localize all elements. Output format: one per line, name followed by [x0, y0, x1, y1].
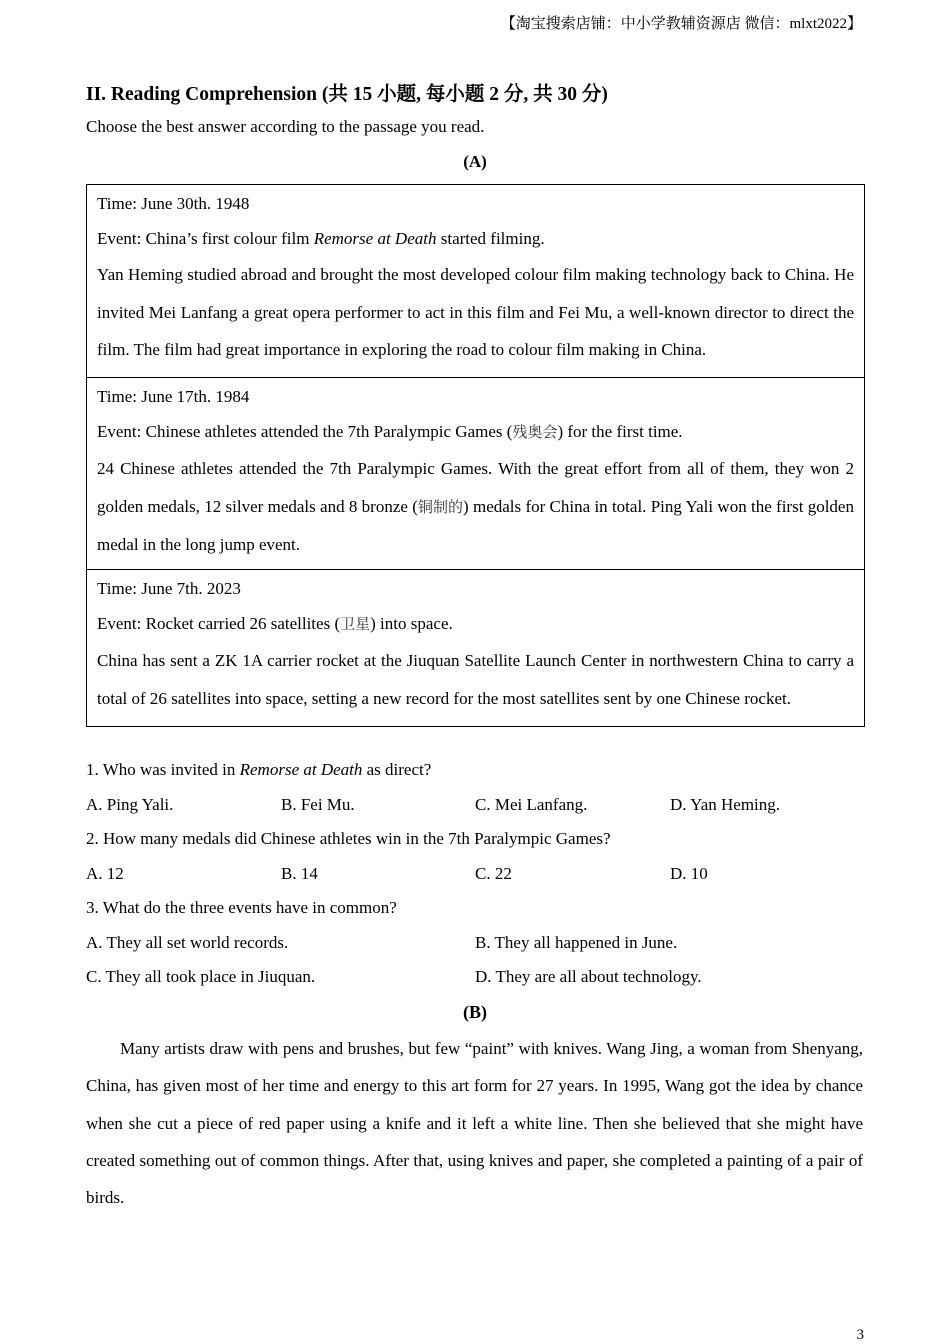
q3-option-c[interactable]: C. They all took place in Jiuquan. [86, 967, 316, 986]
event-cell-1948 [87, 186, 864, 377]
question-2: 2. How many medals did Chinese athletes win in the 7th Paralympic Games? [86, 829, 611, 848]
cjk-gloss: 卫星 [340, 615, 371, 633]
event-title: Event: Chinese athletes attended the 7th Paralympic Games (残奥会) for the first time. [97, 422, 683, 441]
q1-option-c[interactable]: C. Mei Lanfang. [475, 795, 588, 814]
page-number: 3 [856, 1327, 864, 1343]
part-b-label: (B) [463, 1002, 487, 1022]
question-3: 3. What do the three events have in common? [86, 898, 397, 917]
event-time: Time: June 7th. 2023 [97, 579, 241, 598]
header-note: 【淘宝搜索店铺：中小学教辅资源店 微信：mlxt2022】 [500, 16, 862, 32]
q3-option-b[interactable]: B. They all happened in June. [475, 933, 678, 952]
event-cell-1984 [87, 377, 864, 570]
q2-option-d[interactable]: D. 10 [670, 864, 708, 883]
event-cell-2023 [87, 571, 864, 726]
event-body: Yan Heming studied abroad and brought the most developed colour film making technology back to China. He invited Mei Lanfang a great opera performer to act in this film and Fei Mu, a well-known director to direct the film. The film had great importance in exploring the road to colour film making in China. [97, 265, 854, 359]
q1-option-b[interactable]: B. Fei Mu. [281, 795, 355, 814]
q2-option-b[interactable]: B. 14 [281, 864, 318, 883]
events-table [86, 184, 865, 727]
passage-b: Many artists draw with pens and brushes, but few “paint” with knives. Wang Jing, a woman from Shenyang, China, has given most of her time and energy to this art form for 27 years. In 1995, Wang got the idea by chance when she cut a piece of red paper using a knife and it left a white line. Then she believed that she might have created something out of common things. After that, using knives and paper, she completed a painting of a pair of birds. [86, 1039, 863, 1208]
q1-option-d[interactable]: D. Yan Heming. [670, 795, 781, 814]
section-title: II. Reading Comprehension (共 15 小题, 每小题 2 分, 共 30 分) [86, 84, 608, 105]
q1-option-a[interactable]: A. Ping Yali. [86, 795, 174, 814]
film-title: Remorse at Death [239, 760, 363, 779]
q2-option-a[interactable]: A. 12 [86, 864, 124, 883]
part-a-label: (A) [463, 152, 487, 171]
q3-option-d[interactable]: D. They are all about technology. [475, 967, 702, 986]
cjk-gloss: 铜制的 [417, 497, 464, 516]
event-title: Event: Rocket carried 26 satellites (卫星) into space. [97, 614, 453, 633]
event-time: Time: June 17th. 1984 [97, 387, 250, 406]
event-time: Time: June 30th. 1948 [97, 194, 250, 213]
event-title: Event: China’s first colour film Remorse at Death started filming. [97, 229, 545, 248]
question-1: 1. Who was invited in Remorse at Death as direct? [86, 760, 432, 779]
event-body: 24 Chinese athletes attended the 7th Paralympic Games. With the great effort from all of them, they won 2 golden medals, 12 silver medals and 8 bronze (铜制的) medals for China in total. Ping Yali won the first golden medal in the long jump event. [97, 459, 854, 554]
event-body: China has sent a ZK 1A carrier rocket at the Jiuquan Satellite Launch Center in northwestern China to carry a total of 26 satellites into space, setting a new record for the most satellites sent by one Chinese rocket. [97, 651, 854, 708]
q3-option-a[interactable]: A. They all set world records. [86, 933, 289, 952]
cjk-gloss: 残奥会 [512, 423, 558, 441]
instructions: Choose the best answer according to the passage you read. [86, 117, 485, 136]
film-title: Remorse at Death [313, 229, 437, 248]
q2-option-c[interactable]: C. 22 [475, 864, 512, 883]
